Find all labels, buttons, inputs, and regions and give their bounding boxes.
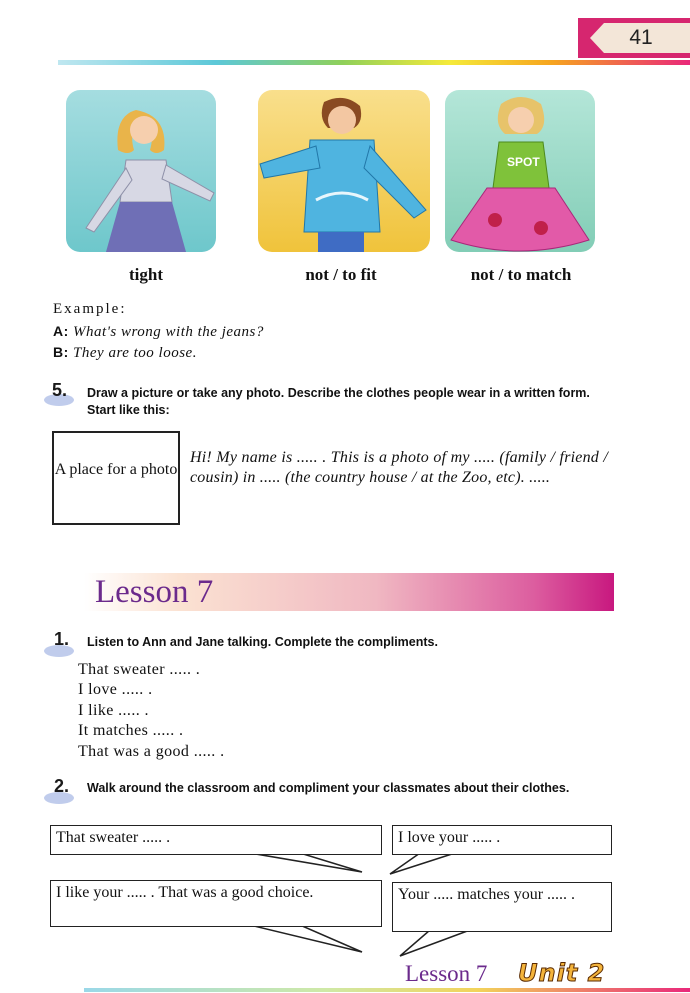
caption-not-to-match: not / to match [470, 265, 572, 284]
example-line-b-text: They are too loose. [73, 345, 197, 361]
speaker-b: B: [53, 344, 69, 360]
caption-tight: tight [129, 265, 163, 284]
exercise-5-sample-text: Hi! My name is ..... . This is a photo of my ..... (family / friend / cousin) in ..... (the country house / at the Zoo, etc). ..... [190, 449, 608, 486]
speech-bubble-2: I love your ..... . [392, 825, 612, 855]
lesson-title: Lesson 7 [95, 574, 214, 610]
exercise-2-instruction: Walk around the classroom and compliment your classmates about their clothes. [87, 781, 570, 795]
page-number: 41 [629, 26, 653, 49]
compliment-item: It matches ..... . [78, 722, 184, 739]
photo-placeholder-label: A place for a photo [54, 461, 178, 478]
exercise-1-number: 1. [54, 629, 70, 649]
example-label: Example: [53, 301, 127, 317]
compliment-item: That sweater ..... . [78, 661, 201, 678]
shirt-print: SPOT [507, 155, 540, 169]
footer-unit-logo: Unit 2 [518, 959, 606, 987]
compliment-item: I love ..... . [78, 681, 153, 698]
exercise-5-number: 5. [52, 380, 68, 400]
exercise-5-instruction: Draw a picture or take any photo. Describe the clothes people wear in a written form. Start like this: [87, 386, 590, 417]
speech-bubble-4: Your ..... matches your ..... . [392, 882, 612, 932]
footer-rainbow-stripe [84, 988, 690, 992]
caption-not-to-fit: not / to fit [305, 265, 377, 284]
speaker-a: A: [53, 323, 69, 339]
speech-bubble-1: That sweater ..... . [50, 825, 382, 855]
compliment-item: That was a good ..... . [78, 743, 225, 760]
exercise-2-number: 2. [54, 776, 70, 796]
exercise-1-instruction: Listen to Ann and Jane talking. Complete the compliments. [87, 635, 438, 649]
compliment-item: I like ..... . [78, 702, 149, 719]
footer-lesson-label: Lesson 7 [405, 961, 488, 986]
speech-bubble-3: I like your ..... . That was a good choice. [50, 880, 382, 927]
example-line-a-text: What's wrong with the jeans? [73, 324, 264, 340]
